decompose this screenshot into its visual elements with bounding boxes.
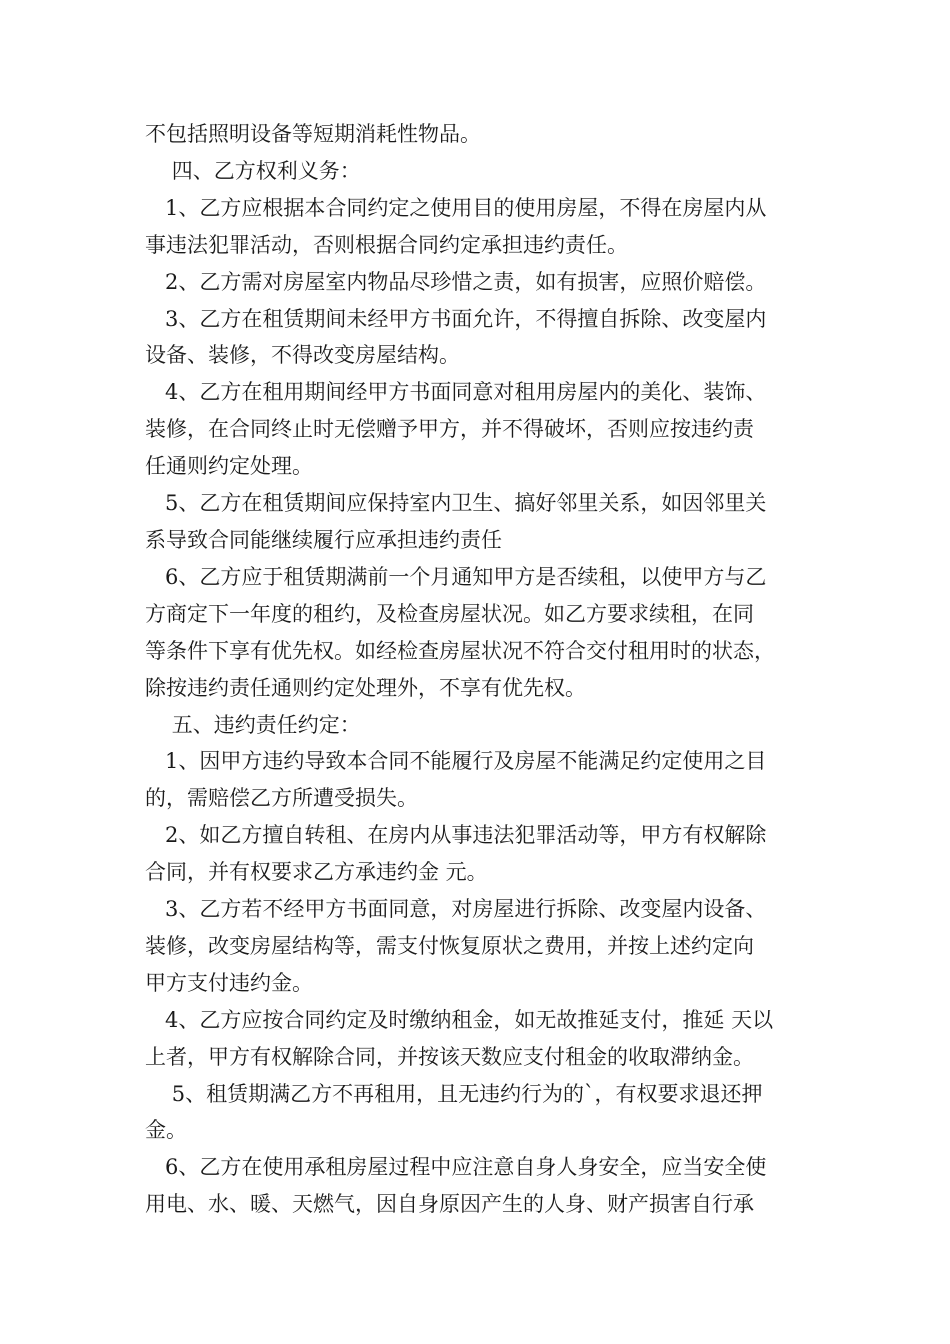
text-line: 5、乙方在租赁期间应保持室内卫生、搞好邻里关系，如因邻里关 [145, 491, 767, 516]
text-line: 装修，改变房屋结构等，需支付恢复原状之费用，并按上述约定向 [145, 933, 754, 958]
text-line: 方商定下一年度的租约，及检查房屋状况。如乙方要求续租，在同 [145, 601, 754, 626]
text-line: 2、如乙方擅自转租、在房内从事违法犯罪活动等，甲方有权解除 [145, 823, 767, 848]
text-line: 4、乙方在租用期间经甲方书面同意对租用房屋内的美化、装饰、 [145, 380, 767, 405]
text-line: 金。 [145, 1118, 187, 1143]
text-line: 3、乙方若不经甲方书面同意，对房屋进行拆除、改变屋内设备、 [145, 897, 767, 922]
text-line: 5、租赁期满乙方不再租用，且无违约行为的`，有权要求退还押 [145, 1081, 763, 1106]
text-line: 6、乙方应于租赁期满前一个月通知甲方是否续租，以使甲方与乙 [145, 564, 767, 589]
text-line: 装修，在合同终止时无偿赠予甲方，并不得破坏，否则应按违约责 [145, 417, 754, 442]
text-line: 上者，甲方有权解除合同，并按该天数应支付租金的收取滞纳金。 [145, 1044, 754, 1069]
text-line: 6、乙方在使用承租房屋过程中应注意自身人身安全，应当安全使 [145, 1155, 767, 1180]
text-line: 事违法犯罪活动，否则根据合同约定承担违约责任。 [145, 232, 628, 257]
section-heading: 四、乙方权利义务： [145, 158, 361, 183]
text-line: 4、乙方应按合同约定及时缴纳租金，如无故推延支付，推延 天以 [145, 1007, 774, 1032]
text-line: 甲方支付违约金。 [145, 970, 313, 995]
text-line: 任通则约定处理。 [145, 454, 313, 479]
section-heading: 五、违约责任约定： [145, 712, 361, 737]
document-body [145, 116, 825, 1223]
text-line: 3、乙方在租赁期间未经甲方书面允许，不得擅自拆除、改变屋内 [145, 306, 767, 331]
text-line: 合同，并有权要求乙方承违约金 元。 [145, 860, 488, 885]
text-line: 除按违约责任通则约定处理外，不享有优先权。 [145, 675, 586, 700]
text-line: 2、乙方需对房屋室内物品尽珍惜之责，如有损害，应照价赔偿。 [145, 269, 767, 294]
text-line: 1、乙方应根据本合同约定之使用目的使用房屋，不得在房屋内从 [145, 195, 767, 220]
text-line: 不包括照明设备等短期消耗性物品。 [145, 122, 481, 146]
text-line: 的，需赔偿乙方所遭受损失。 [145, 786, 418, 811]
text-line: 用电、水、暖、天燃气，因自身原因产生的人身、财产损害自行承 [145, 1192, 754, 1217]
text-line: 1、因甲方违约导致本合同不能履行及房屋不能满足约定使用之目 [145, 749, 767, 774]
text-line: 设备、装修，不得改变房屋结构。 [145, 343, 460, 368]
text-line: 系导致合同能继续履行应承担违约责任 [145, 527, 502, 552]
text-line: 等条件下享有优先权。如经检查房屋状况不符合交付租用时的状态， [145, 638, 775, 663]
